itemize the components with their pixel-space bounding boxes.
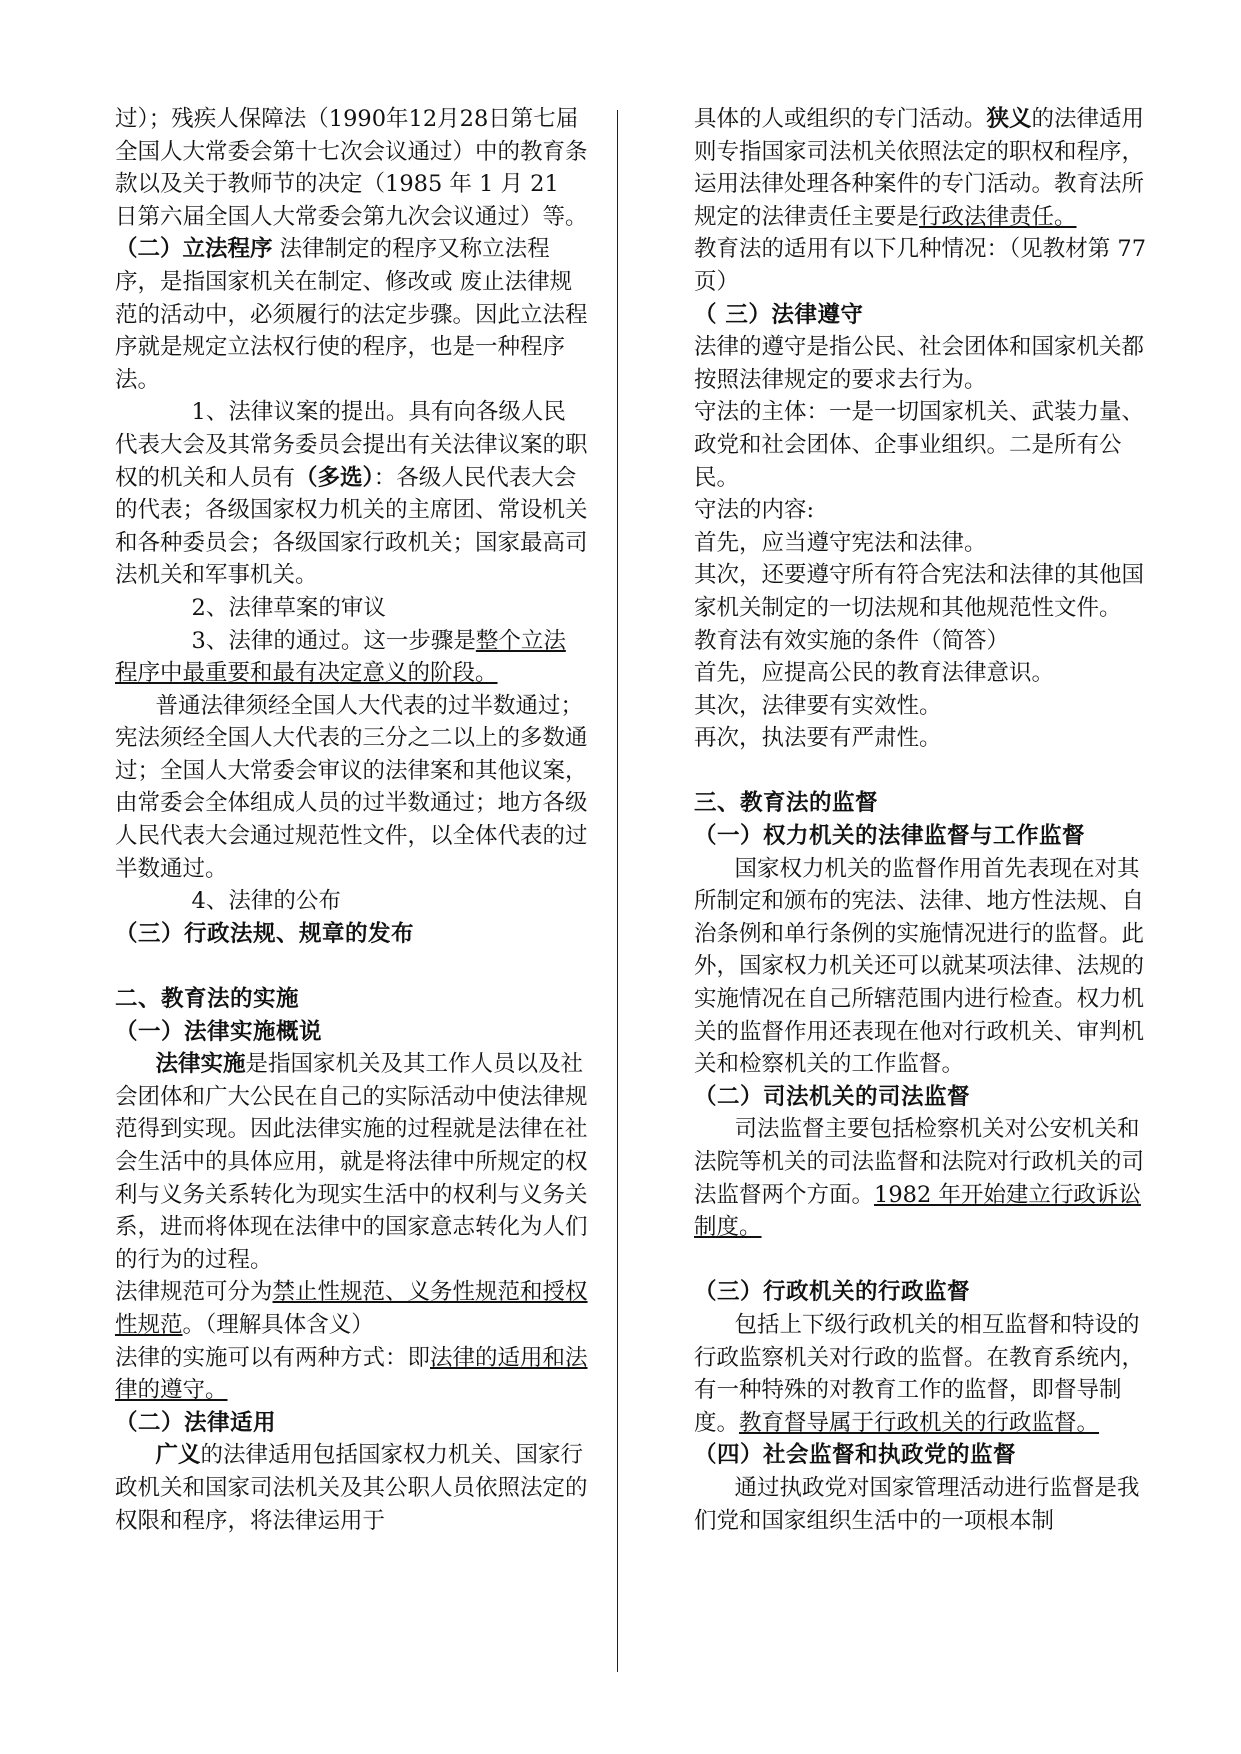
- step-4-paragraph: 4、法律的公布: [191, 888, 341, 915]
- legislative-procedure-text: 法律制定的程序又称立法程序，是指国家机关在制定、修改或 废止法律规范的活动中，必须履行的法定步骤。因此立法程序就是规定立法权行使的程序，也是一种程序法。: [115, 236, 588, 393]
- observance-content-label: 守法的内容:: [694, 497, 815, 524]
- right-column: [694, 103, 1149, 1537]
- multiple-choice-note: （多选）: [295, 464, 374, 491]
- administrative-supervision-text: 包括上下级行政机关的相互监督和特设的行政监察机关对行政的监督。在教育系统内，有一种特殊的对教育工作的监督，即督导制度。: [694, 1311, 1145, 1436]
- section-heading-administrative-supervision: （三）行政机关的行政监督: [694, 1279, 971, 1306]
- conditions-label: 教育法有效实施的条件（简答）: [694, 627, 1010, 654]
- administrative-supervision-underlined: 教育督导属于行政机关的行政监督。: [739, 1409, 1100, 1436]
- application-cases-paragraph: 教育法的适用有以下几种情况：（见教材第 77 页）: [694, 236, 1147, 295]
- step-3-paragraph: [115, 625, 588, 690]
- section-heading-law-application: （二）法律适用: [115, 1409, 277, 1436]
- narrow-underlined: 行政法律责任。: [919, 203, 1077, 230]
- observance-paragraph: 法律的遵守是指公民、社会团体和国家机关都按照法律规定的要求去行为。: [694, 334, 1145, 393]
- column-divider: [617, 110, 618, 1672]
- norms-tail: 。（理解具体含义）: [182, 1311, 374, 1338]
- term-law-implementation: 法律实施: [155, 1051, 246, 1078]
- social-party-supervision-paragraph: 通过执政党对国家管理活动进行监督是我们党和国家组织生活中的一项根本制: [694, 1474, 1140, 1534]
- legislative-procedure-paragraph: [115, 233, 588, 396]
- condition-2: 其次，法律要有实效性。: [694, 692, 942, 719]
- section-heading-implementation-overview: （一）法律实施概说: [115, 1018, 323, 1045]
- part-heading-supervision: 三、教育法的监督: [694, 790, 879, 817]
- implementation-text: 是指国家机关及其工作人员以及社会团体和广大公民在自己的实际活动中使法律规范得到实现。因此法律实施的过程就是法律在社会生活中的具体应用，就是将法律中所规定的权利与义务关系转化为现实生活中的权利与义务关系，进而将体现在法律中的国家意志转化为人们的行为的过程。: [115, 1051, 588, 1273]
- part-heading-implementation: 二、教育法的实施: [115, 986, 300, 1013]
- term-narrow: 狭义: [986, 106, 1032, 132]
- section-heading-judicial-supervision: （二）司法机关的司法监督: [694, 1083, 971, 1110]
- condition-3: 再次，执法要有严肃性。: [694, 725, 942, 752]
- ways-text: 法律的实施可以有两种方式：即: [115, 1344, 431, 1371]
- observance-subject-paragraph: 守法的主体：一是一切国家机关、武装力量、政党和社会团体、企事业组织。二是所有公民。: [694, 399, 1145, 491]
- section-heading-law-observance: （ 三）法律遵守: [694, 301, 864, 328]
- blank-line: [115, 950, 588, 983]
- passing-rules-paragraph: 普通法律须经全国人大代表的过半数通过；宪法须经全国人大代表的三分之二以上的多数通过；全国人大常委会审议的法律案和其他议案，由常委会全体组成人员的过半数通过；地方各级人民代表大会通过规范性文件，以全体代表的过半数通过。: [115, 692, 588, 882]
- condition-1: 首先，应提高公民的教育法律意识。: [694, 660, 1055, 687]
- ways-underlined: 法律的适用和法律的遵守。: [115, 1344, 588, 1404]
- step-1-paragraph: [115, 396, 588, 592]
- norms-paragraph: [115, 1276, 588, 1341]
- step-3-underlined: 整个立法程序中最重要和最有决定意义的阶段。: [115, 627, 566, 687]
- section-heading-legislative-procedure: （二）立法程序: [115, 236, 273, 263]
- narrow-text: 的法律适用则专指国家司法机关依照法定的职权和程序，运用法律处理各种案件的专门活动。教育法所规定的法律责任主要是: [694, 106, 1145, 230]
- term-broad: 广义: [155, 1442, 201, 1469]
- step-2-paragraph: 2、法律草案的审议: [191, 594, 386, 621]
- step-1-tail: ：各级人民代表大会的代表；各级国家权力机关的主席团、常设机关和各种委员会；各级国家行政机关；国家最高司法机关和军事机关。: [115, 464, 588, 589]
- narrow-application-paragraph: [694, 103, 1149, 233]
- observance-content-1: 首先，应当遵守宪法和法律。: [694, 529, 987, 556]
- norms-text: 法律规范可分为: [115, 1279, 273, 1306]
- section-heading-power-organ-supervision: （一）权力机关的法律监督与工作监督: [694, 823, 1086, 850]
- judicial-supervision-paragraph: [694, 1113, 1149, 1243]
- ways-paragraph: [115, 1342, 588, 1407]
- judicial-supervision-underlined: 1982 年开始建立行政诉讼制度。: [694, 1181, 1141, 1241]
- observance-content-2: 其次，还要遵守所有符合宪法和法律的其他国家机关制定的一切法规和其他规范性文件。: [694, 562, 1145, 621]
- implementation-paragraph: [115, 1048, 588, 1276]
- broad-text: 的法律适用包括国家权力机关、国家行政机关和国家司法机关及其公职人员依照法定的权限和程序，将法律运用于: [115, 1442, 588, 1534]
- section-heading-administrative-regulations: （三）行政法规、规章的发布: [115, 920, 415, 947]
- section-heading-social-party-supervision: （四）社会监督和执政党的监督: [694, 1442, 1017, 1469]
- power-organ-supervision-paragraph: 国家权力机关的监督作用首先表现在对其所制定和颁布的宪法、法律、地方性法规、自治条例和单行条例的实施情况进行的监督。此外，国家权力机关还可以就某项法律、法规的实施情况在自己所辖范围内进行检查。权力机关的监督作用还表现在他对行政机关、审判机关和检察机关的工作监督。: [694, 855, 1145, 1078]
- judicial-supervision-text: 司法监督主要包括检察机关对公安机关和法院等机关的司法监督和法院对行政机关的司法监督两个方面。: [694, 1116, 1145, 1208]
- step-3-text: 3、法律的通过。这一步骤是: [191, 627, 476, 654]
- administrative-supervision-paragraph: [694, 1309, 1149, 1439]
- step-1-text: 1、法律议案的提出。具有向各级人民代表大会及其常务委员会提出有关法律议案的职权的机关和人员有: [115, 399, 588, 491]
- left-column: [115, 103, 588, 1537]
- intro-paragraph: 过）；残疾人保障法（1990年12月28日第七届全国人大常委会第十七次会议通过）中的教育条款以及关于教师节的决定（1985 年 1 月 21 日第六届全国人大常委会第九次会议通过）等。: [115, 106, 588, 230]
- continued-text: 具体的人或组织的专门活动。: [694, 106, 987, 132]
- norms-underlined: 禁止性规范、义务性规范和授权性规范: [115, 1279, 588, 1338]
- blank-line: [694, 755, 1149, 788]
- broad-application-paragraph: [115, 1439, 588, 1537]
- blank-line: [694, 1244, 1149, 1277]
